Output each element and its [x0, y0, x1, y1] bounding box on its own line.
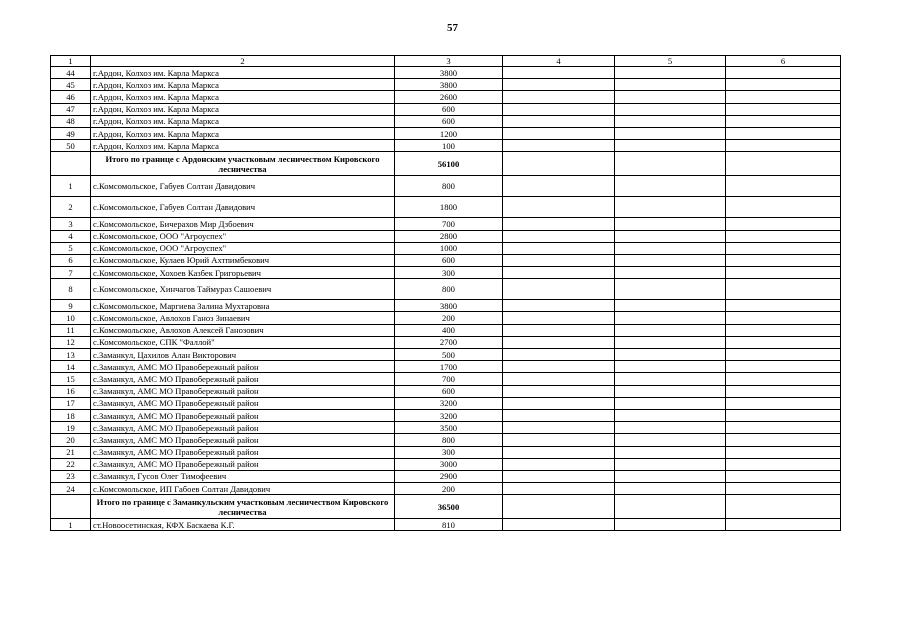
empty-cell	[726, 495, 841, 519]
location-owner-cell: г.Ардон, Колхоз им. Карла Маркса	[91, 140, 395, 152]
location-owner-cell: с.Заманкул, АМС МО Правобережный район	[91, 361, 395, 373]
page-number: 57	[447, 22, 458, 34]
empty-cell	[503, 324, 615, 336]
total-row	[51, 495, 841, 519]
value-cell: 3200	[395, 409, 503, 421]
empty-cell	[615, 279, 726, 300]
empty-cell	[726, 115, 841, 127]
value-cell: 2700	[395, 336, 503, 348]
empty-cell	[726, 267, 841, 279]
location-owner-cell: г.Ардон, Колхоз им. Карла Маркса	[91, 115, 395, 127]
column-header: 5	[615, 56, 726, 67]
table-row	[51, 397, 841, 409]
row-number-cell: 8	[51, 279, 91, 300]
location-owner-cell: с.Заманкул, АМС МО Правобережный район	[91, 434, 395, 446]
value-cell: 3800	[395, 300, 503, 312]
row-number-cell: 19	[51, 422, 91, 434]
empty-cell	[615, 140, 726, 152]
empty-cell	[615, 434, 726, 446]
location-owner-cell: с.Комсомольское, Маргиева Залина Мухтаровна	[91, 300, 395, 312]
table-row	[51, 197, 841, 218]
row-number-cell: 12	[51, 336, 91, 348]
empty-cell	[503, 409, 615, 421]
empty-cell	[503, 67, 615, 79]
location-owner-cell: с.Заманкул, АМС МО Правобережный район	[91, 397, 395, 409]
row-number-cell: 45	[51, 79, 91, 91]
table-row	[51, 230, 841, 242]
location-owner-cell: с.Заманкул, АМС МО Правобережный район	[91, 458, 395, 470]
empty-cell	[503, 373, 615, 385]
empty-cell	[726, 254, 841, 266]
total-title-cell: Итого по границе с Ардонским участковым лесничеством Кировского лесничества	[91, 152, 395, 176]
row-number-cell: 14	[51, 361, 91, 373]
empty-cell	[615, 91, 726, 103]
row-number-cell: 1	[51, 519, 91, 531]
value-cell: 1700	[395, 361, 503, 373]
empty-cell	[726, 336, 841, 348]
table-row	[51, 115, 841, 127]
empty-cell	[503, 152, 615, 176]
location-owner-cell: с.Заманкул, АМС МО Правобережный район	[91, 385, 395, 397]
empty-cell	[503, 349, 615, 361]
location-owner-cell: с.Комсомольское, ИП Габоев Солтан Давидович	[91, 483, 395, 495]
row-number-cell: 20	[51, 434, 91, 446]
empty-cell	[726, 91, 841, 103]
empty-cell	[615, 458, 726, 470]
table-row	[51, 324, 841, 336]
empty-cell	[726, 324, 841, 336]
empty-cell	[615, 230, 726, 242]
row-number-cell: 16	[51, 385, 91, 397]
row-number-cell: 5	[51, 242, 91, 254]
empty-cell	[503, 446, 615, 458]
row-number-cell: 22	[51, 458, 91, 470]
empty-cell	[615, 103, 726, 115]
empty-cell	[503, 254, 615, 266]
empty-cell	[503, 495, 615, 519]
total-value-cell: 56100	[395, 152, 503, 176]
empty-cell	[503, 483, 615, 495]
value-cell: 3800	[395, 67, 503, 79]
location-owner-cell: г.Ардон, Колхоз им. Карла Маркса	[91, 79, 395, 91]
table-row	[51, 79, 841, 91]
value-cell: 300	[395, 446, 503, 458]
value-cell: 800	[395, 176, 503, 197]
column-header: 6	[726, 56, 841, 67]
row-number-cell: 13	[51, 349, 91, 361]
value-cell: 3000	[395, 458, 503, 470]
empty-cell	[726, 434, 841, 446]
value-cell: 2900	[395, 470, 503, 482]
empty-cell	[615, 483, 726, 495]
row-number-cell: 23	[51, 470, 91, 482]
row-number-cell: 7	[51, 267, 91, 279]
empty-cell	[503, 115, 615, 127]
row-number-cell	[51, 495, 91, 519]
location-owner-cell: с.Комсомольское, Авлохов Ганоз Зинаевич	[91, 312, 395, 324]
empty-cell	[503, 79, 615, 91]
row-number-cell: 47	[51, 103, 91, 115]
row-number-cell: 46	[51, 91, 91, 103]
value-cell: 3500	[395, 422, 503, 434]
table-row	[51, 127, 841, 139]
table-row	[51, 519, 841, 531]
empty-cell	[615, 422, 726, 434]
empty-cell	[726, 152, 841, 176]
empty-cell	[503, 336, 615, 348]
empty-cell	[503, 470, 615, 482]
location-owner-cell: с.Заманкул, АМС МО Правобережный район	[91, 409, 395, 421]
empty-cell	[503, 361, 615, 373]
row-number-cell: 44	[51, 67, 91, 79]
location-owner-cell: г.Ардон, Колхоз им. Карла Маркса	[91, 103, 395, 115]
row-number-cell: 11	[51, 324, 91, 336]
row-number-cell: 6	[51, 254, 91, 266]
table-row	[51, 312, 841, 324]
total-row	[51, 152, 841, 176]
empty-cell	[726, 312, 841, 324]
table-row	[51, 218, 841, 230]
row-number-cell: 15	[51, 373, 91, 385]
location-owner-cell: с.Комсомольское, СПК "Фаллой"	[91, 336, 395, 348]
value-cell: 2600	[395, 91, 503, 103]
value-cell: 600	[395, 385, 503, 397]
location-owner-cell: с.Комсомольское, Бичерахов Мир Дзбоевич	[91, 218, 395, 230]
empty-cell	[615, 409, 726, 421]
empty-cell	[503, 176, 615, 197]
value-cell: 700	[395, 218, 503, 230]
empty-cell	[615, 176, 726, 197]
table-row	[51, 91, 841, 103]
empty-cell	[503, 267, 615, 279]
empty-cell	[615, 152, 726, 176]
table-row	[51, 140, 841, 152]
table-row	[51, 176, 841, 197]
column-header: 4	[503, 56, 615, 67]
empty-cell	[615, 336, 726, 348]
table-row	[51, 409, 841, 421]
table-row	[51, 373, 841, 385]
empty-cell	[615, 254, 726, 266]
table-row	[51, 279, 841, 300]
empty-cell	[726, 279, 841, 300]
table-row	[51, 103, 841, 115]
empty-cell	[503, 91, 615, 103]
row-number-cell: 2	[51, 197, 91, 218]
empty-cell	[615, 197, 726, 218]
empty-cell	[503, 385, 615, 397]
row-number-cell: 21	[51, 446, 91, 458]
location-owner-cell: с.Заманкул, АМС МО Правобережный район	[91, 446, 395, 458]
row-number-cell: 9	[51, 300, 91, 312]
empty-cell	[615, 397, 726, 409]
column-header: 3	[395, 56, 503, 67]
empty-cell	[726, 397, 841, 409]
table-row	[51, 242, 841, 254]
row-number-cell: 10	[51, 312, 91, 324]
value-cell: 2800	[395, 230, 503, 242]
value-cell: 400	[395, 324, 503, 336]
empty-cell	[615, 115, 726, 127]
value-cell: 700	[395, 373, 503, 385]
empty-cell	[615, 324, 726, 336]
empty-cell	[726, 67, 841, 79]
empty-cell	[615, 242, 726, 254]
empty-cell	[615, 312, 726, 324]
empty-cell	[615, 495, 726, 519]
column-header: 2	[91, 56, 395, 67]
empty-cell	[503, 458, 615, 470]
table-row	[51, 267, 841, 279]
empty-cell	[726, 409, 841, 421]
column-number-row	[51, 56, 841, 67]
empty-cell	[503, 230, 615, 242]
empty-cell	[726, 361, 841, 373]
empty-cell	[726, 519, 841, 531]
row-number-cell: 1	[51, 176, 91, 197]
row-number-cell: 18	[51, 409, 91, 421]
empty-cell	[726, 218, 841, 230]
empty-cell	[726, 176, 841, 197]
empty-cell	[726, 373, 841, 385]
value-cell: 600	[395, 115, 503, 127]
empty-cell	[503, 127, 615, 139]
empty-cell	[503, 103, 615, 115]
table-row	[51, 67, 841, 79]
location-owner-cell: с.Комсомольское, Габуев Солтан Давидович	[91, 197, 395, 218]
table-row	[51, 349, 841, 361]
value-cell: 100	[395, 140, 503, 152]
empty-cell	[615, 67, 726, 79]
empty-cell	[615, 470, 726, 482]
table-row	[51, 483, 841, 495]
value-cell: 3200	[395, 397, 503, 409]
empty-cell	[726, 385, 841, 397]
row-number-cell: 17	[51, 397, 91, 409]
empty-cell	[503, 300, 615, 312]
table-row	[51, 458, 841, 470]
value-cell: 600	[395, 103, 503, 115]
empty-cell	[726, 197, 841, 218]
empty-cell	[503, 434, 615, 446]
empty-cell	[615, 218, 726, 230]
empty-cell	[615, 373, 726, 385]
value-cell: 500	[395, 349, 503, 361]
row-number-cell: 3	[51, 218, 91, 230]
location-owner-cell: с.Комсомольское, Авлохов Алексей Ганозович	[91, 324, 395, 336]
row-number-cell: 24	[51, 483, 91, 495]
empty-cell	[726, 458, 841, 470]
empty-cell	[503, 197, 615, 218]
table-row	[51, 336, 841, 348]
empty-cell	[615, 349, 726, 361]
location-owner-cell: с.Комсомольское, Хохоев Казбек Григорьевич	[91, 267, 395, 279]
table-row	[51, 254, 841, 266]
empty-cell	[615, 519, 726, 531]
location-owner-cell: с.Комсомольское, ООО "Агроуспех"	[91, 230, 395, 242]
empty-cell	[726, 127, 841, 139]
location-owner-cell: с.Заманкул, Цахилов Алан Викторович	[91, 349, 395, 361]
empty-cell	[615, 385, 726, 397]
empty-cell	[726, 422, 841, 434]
total-value-cell: 36500	[395, 495, 503, 519]
location-owner-cell: г.Ардон, Колхоз им. Карла Маркса	[91, 91, 395, 103]
empty-cell	[615, 446, 726, 458]
empty-cell	[615, 79, 726, 91]
empty-cell	[726, 446, 841, 458]
empty-cell	[503, 397, 615, 409]
location-owner-cell: с.Заманкул, Гусов Олег Тимофеевич	[91, 470, 395, 482]
empty-cell	[726, 300, 841, 312]
location-owner-cell: г.Ардон, Колхоз им. Карла Маркса	[91, 127, 395, 139]
empty-cell	[726, 230, 841, 242]
location-owner-cell: ст.Новоосетинская, КФХ Баскаева К.Г.	[91, 519, 395, 531]
table-row	[51, 446, 841, 458]
value-cell: 810	[395, 519, 503, 531]
table-row	[51, 385, 841, 397]
row-number-cell	[51, 152, 91, 176]
row-number-cell: 49	[51, 127, 91, 139]
table-row	[51, 434, 841, 446]
empty-cell	[503, 218, 615, 230]
empty-cell	[615, 300, 726, 312]
value-cell: 300	[395, 267, 503, 279]
empty-cell	[615, 127, 726, 139]
empty-cell	[726, 349, 841, 361]
empty-cell	[503, 312, 615, 324]
column-header: 1	[51, 56, 91, 67]
empty-cell	[503, 519, 615, 531]
location-owner-cell: с.Комсомольское, Хинчагов Таймураз Сашоевич	[91, 279, 395, 300]
value-cell: 600	[395, 254, 503, 266]
table-row	[51, 470, 841, 482]
location-owner-cell: с.Заманкул, АМС МО Правобережный район	[91, 422, 395, 434]
empty-cell	[726, 79, 841, 91]
empty-cell	[726, 140, 841, 152]
location-owner-cell: с.Комсомольское, ООО "Агроуспех"	[91, 242, 395, 254]
value-cell: 800	[395, 434, 503, 446]
location-owner-cell: с.Комсомольское, Габуев Солтан Давидович	[91, 176, 395, 197]
row-number-cell: 48	[51, 115, 91, 127]
empty-cell	[615, 267, 726, 279]
row-number-cell: 50	[51, 140, 91, 152]
land-register-table	[50, 55, 841, 531]
empty-cell	[726, 470, 841, 482]
table-row	[51, 422, 841, 434]
row-number-cell: 4	[51, 230, 91, 242]
value-cell: 1000	[395, 242, 503, 254]
table-row	[51, 361, 841, 373]
empty-cell	[726, 103, 841, 115]
value-cell: 200	[395, 312, 503, 324]
empty-cell	[503, 422, 615, 434]
table-row	[51, 300, 841, 312]
empty-cell	[726, 242, 841, 254]
location-owner-cell: с.Заманкул, АМС МО Правобережный район	[91, 373, 395, 385]
value-cell: 200	[395, 483, 503, 495]
value-cell: 1800	[395, 197, 503, 218]
empty-cell	[503, 140, 615, 152]
location-owner-cell: г.Ардон, Колхоз им. Карла Маркса	[91, 67, 395, 79]
empty-cell	[503, 242, 615, 254]
value-cell: 3800	[395, 79, 503, 91]
empty-cell	[503, 279, 615, 300]
total-title-cell: Итого по границе с Заманкульским участковым лесничеством Кировского лесничества	[91, 495, 395, 519]
empty-cell	[726, 483, 841, 495]
empty-cell	[615, 361, 726, 373]
value-cell: 800	[395, 279, 503, 300]
location-owner-cell: с.Комсомольское, Кулаев Юрий Ахтпимбекович	[91, 254, 395, 266]
value-cell: 1200	[395, 127, 503, 139]
